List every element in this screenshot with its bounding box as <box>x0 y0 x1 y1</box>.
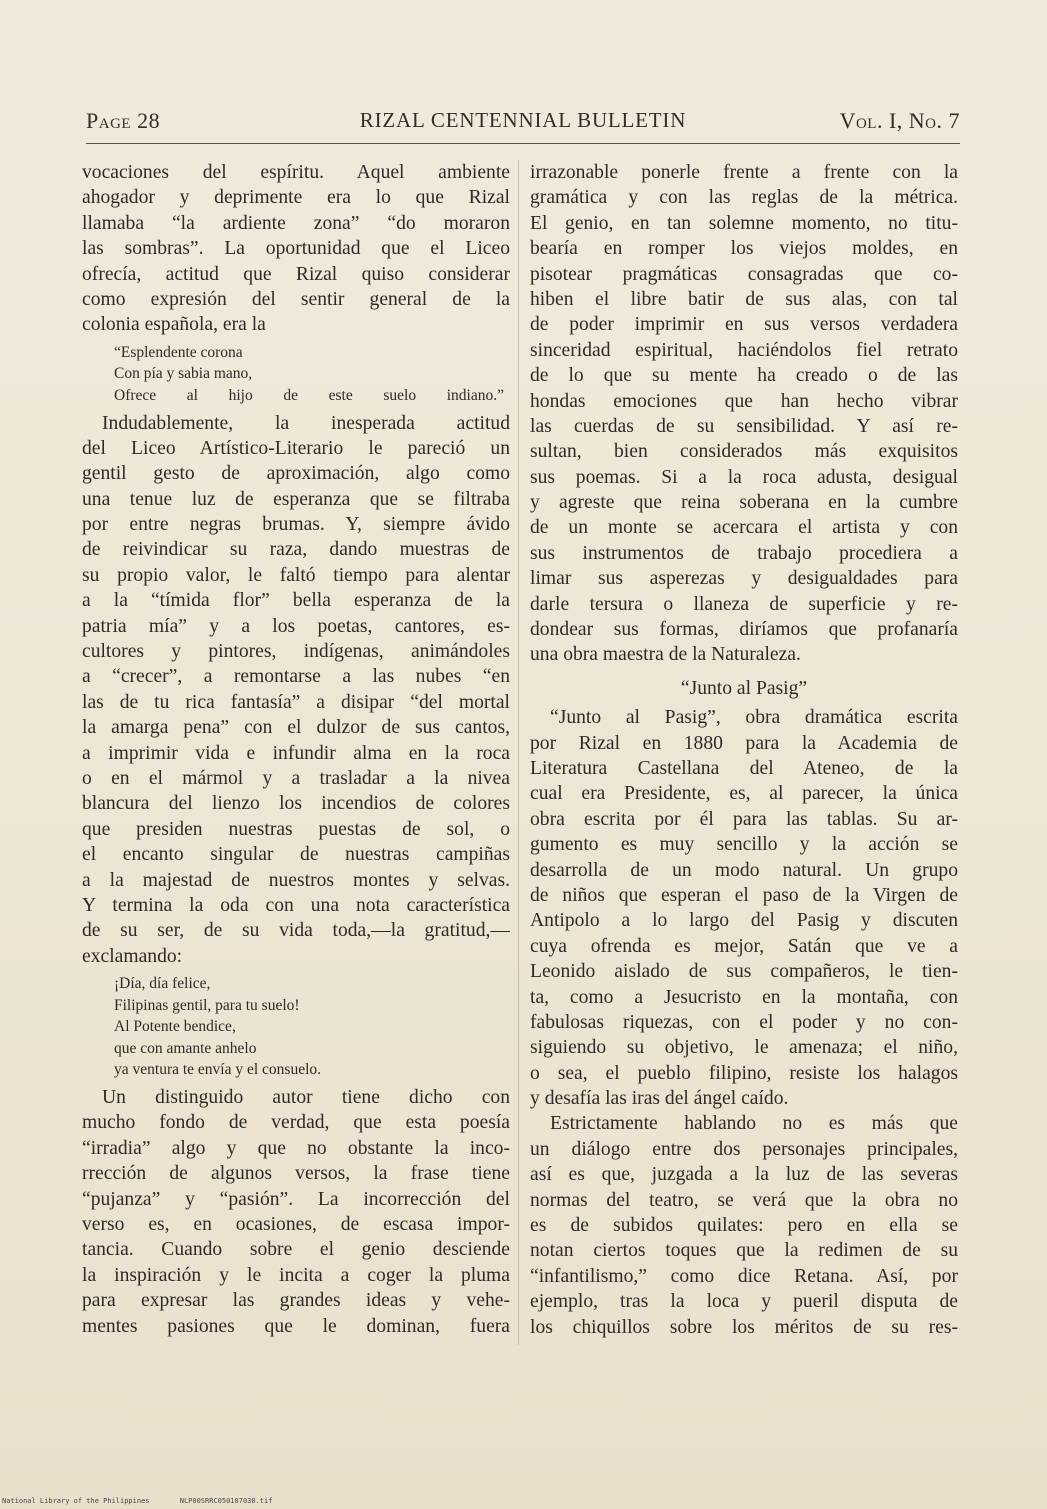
text-line: ejemplo, tras la loca y pueril disputa de <box>530 1291 958 1313</box>
running-header <box>86 108 960 138</box>
page-number: Page 28 <box>86 108 161 133</box>
left-column <box>82 160 510 1360</box>
text-line: la inspiración y le incita a coger la pluma <box>82 1264 510 1286</box>
paragraph-end-line: una obra maestra de la Naturaleza. <box>530 644 801 666</box>
text-line: darle tersura o llaneza de superficie y re- <box>530 593 958 615</box>
text-line: “irradia” algo y que no obstante la inco- <box>82 1137 510 1159</box>
text-line: una tenue luz de esperanza que se filtraba <box>82 488 510 510</box>
verse-line: ya ventura te envía y el consuelo. <box>114 1061 322 1079</box>
text-line: de poder imprimir en sus versos verdadera <box>530 314 958 336</box>
header-rule <box>86 143 960 144</box>
text-line: para expresar las grandes ideas y vehe- <box>82 1290 510 1312</box>
paragraph-end-line: colonia española, era la <box>82 314 266 336</box>
text-line: verso es, en ocasiones, de escasa impor- <box>82 1214 510 1236</box>
text-line: del Liceo Artístico-Literario le pareció un <box>82 437 510 459</box>
text-line: irrazonable ponerle frente a frente con la <box>530 162 958 183</box>
text-line: y agreste que reina soberana en la cumbre <box>530 492 958 514</box>
text-line: ahogador y deprimente era lo que Rizal <box>82 187 510 209</box>
text-line: de reivindicar su raza, dando muestras de <box>82 539 510 561</box>
text-line: hiben el libre batir de sus alas, con tal <box>530 288 958 310</box>
paragraph-start-line: Estrictamente hablando no es más que <box>550 1113 958 1135</box>
text-line: como expresión del sentir general de la <box>82 288 510 310</box>
text-line: patria mía” y a los poetas, cantores, es- <box>82 615 510 637</box>
text-line: a la majestad de nuestros montes y selvas. <box>82 869 510 891</box>
text-line: normas del teatro, se verá que la obra no <box>530 1189 958 1211</box>
text-line: “infantilismo,” como dice Retana. Así, por <box>530 1265 958 1287</box>
text-line: un diálogo entre dos personajes principales, <box>530 1138 958 1160</box>
text-line: a imprimir vida e infundir alma en la roca <box>82 742 510 764</box>
text-line: que presiden nuestras puestas de sol, o <box>82 818 510 840</box>
text-line: Antipolo a lo largo del Pasig y discuten <box>530 910 958 932</box>
column-divider <box>518 160 519 1345</box>
text-line: de un monte se acercara el artista y con <box>530 517 958 539</box>
text-line: ofrecía, actitud que Rizal quiso considerar <box>82 263 510 285</box>
right-column <box>530 160 958 1360</box>
text-line: blancura del lienzo los incendios de colores <box>82 793 510 815</box>
text-line: rrección de algunos versos, la frase tiene <box>82 1163 510 1185</box>
text-line: notan ciertos toques que la redimen de su <box>530 1240 958 1262</box>
text-line: mentes pasiones que le dominan, fuera <box>82 1315 510 1337</box>
text-line: sultan, bien considerados más exquisitos <box>530 441 958 463</box>
verse-line: “Esplendente corona <box>114 343 243 361</box>
text-line: por Rizal en 1880 para la Academia de <box>530 732 958 754</box>
text-line: “pujanza” y “pasión”. La incorrección del <box>82 1188 510 1210</box>
text-line: o sea, el pueblo filipino, resiste los halagos <box>530 1062 958 1084</box>
text-line: sinceridad espiritual, haciéndolos fiel retrato <box>530 339 958 361</box>
file-name: NLP00SRRC050107030.tif <box>179 1497 273 1505</box>
publication-title: RIZAL CENTENNIAL BULLETIN <box>359 108 687 132</box>
text-line: cultores y pintores, indígenas, animándoles <box>82 641 510 663</box>
text-line: mucho fondo de verdad, que esta poesía <box>82 1112 510 1134</box>
text-line: gumento es muy sencillo y la acción se <box>530 834 958 856</box>
text-line: cuya ofrenda es mejor, Satán que ve a <box>530 935 958 957</box>
text-line: El genio, en tan solemne momento, no titu- <box>530 212 958 234</box>
text-line: Y termina la oda con una nota característica <box>82 894 510 916</box>
text-line: cual era Presidente, es, al parecer, la única <box>530 783 958 805</box>
text-line: a la “tímida flor” bella esperanza de la <box>82 590 510 612</box>
scan-footer <box>2 1497 298 1505</box>
verse-line: Filipinas gentil, para tu suelo! <box>114 996 300 1014</box>
verse-line: que con amante anhelo <box>114 1039 257 1057</box>
text-line: la amarga pena” con el dulzor de sus cantos, <box>82 717 510 739</box>
verse-line: ¡Día, día felice, <box>114 975 211 993</box>
text-line: hondas emociones que han hecho vibrar <box>530 390 958 412</box>
text-line: es de subidos quilates: pero en ella se <box>530 1215 958 1237</box>
text-line: de lo que su mente ha creado o de las <box>530 365 958 387</box>
text-line: siguiendo su objetivo, le amenaza; el niño, <box>530 1037 958 1059</box>
text-line: o en el mármol y a trasladar a la nivea <box>82 767 510 789</box>
text-line: Leonido aislado de sus compañeros, le tien- <box>530 961 958 983</box>
text-line: su propio valor, le faltó tiempo para alentar <box>82 564 510 586</box>
text-line: sus poemas. Si a la roca adusta, desigual <box>530 466 958 488</box>
text-line: limar sus asperezas y desigualdades para <box>530 568 958 590</box>
text-line: dondear sus formas, diríamos que profanaría <box>530 619 958 641</box>
text-line: las sombras”. La oportunidad que el Liceo <box>82 238 510 260</box>
text-line: las de tu rica fantasía” a disipar “del mortal <box>82 691 510 713</box>
paragraph-end-line: exclamando: <box>82 945 183 967</box>
text-line: sus instrumentos de trabajo procediera a <box>530 542 958 564</box>
text-line: de niños que esperan el paso de la Virgen de <box>530 884 958 906</box>
text-line: a “crecer”, a remontarse a las nubes “en <box>82 666 510 688</box>
verse-line: Al Potente bendice, <box>114 1018 236 1036</box>
library-credit: National Library of the Philippines <box>2 1497 150 1505</box>
text-line: así es que, juzgada a la luz de las severas <box>530 1164 958 1186</box>
text-line: de su ser, de su vida toda,—la gratitud,— <box>82 920 510 942</box>
text-line: obra escrita por él para las tablas. Su ar- <box>530 808 958 830</box>
paragraph-start-line: Un distinguido autor tiene dicho con <box>102 1087 510 1109</box>
text-line: gramática y con las reglas de la métrica. <box>530 187 958 209</box>
text-line: por entre negras brumas. Y, siempre ávido <box>82 514 510 536</box>
text-line: las cuerdas de su sensibilidad. Y así re- <box>530 415 958 437</box>
text-line: pisotear pragmáticas consagradas que co- <box>530 263 958 285</box>
paragraph-start-line: “Junto al Pasig”, obra dramática escrita <box>550 707 958 729</box>
text-line: Literatura Castellana del Ateneo, de la <box>530 757 958 779</box>
verse-line: Ofrece al hijo de este suelo indiano.” <box>114 386 504 404</box>
verse-line: Con pía y sabia mano, <box>114 365 253 383</box>
text-line: llamaba “la ardiente zona” “do moraron <box>82 212 510 234</box>
text-line: gentil gesto de aproximación, algo como <box>82 463 510 485</box>
section-heading: “Junto al Pasig” <box>680 677 808 699</box>
text-line: los chiquillos sobre los méritos de su res- <box>530 1316 958 1338</box>
text-line: bearía en romper los viejos moldes, en <box>530 238 958 260</box>
text-line: desarrolla de un modo natural. Un grupo <box>530 859 958 881</box>
text-line: fabulosas riquezas, con el poder y no con- <box>530 1011 958 1033</box>
text-line: ta, como a Jesucristo en la montaña, con <box>530 986 958 1008</box>
text-line: tancia. Cuando sobre el genio desciende <box>82 1239 510 1261</box>
text-line: el encanto singular de nuestras campiñas <box>82 844 510 866</box>
paragraph-start-line: Indudablemente, la inesperada actitud <box>102 412 510 434</box>
text-line: vocaciones del espíritu. Aquel ambiente <box>82 162 510 183</box>
volume-number: Vol. I, No. 7 <box>839 108 960 133</box>
paragraph-end-line: y desafía las iras del ángel caído. <box>530 1088 789 1110</box>
